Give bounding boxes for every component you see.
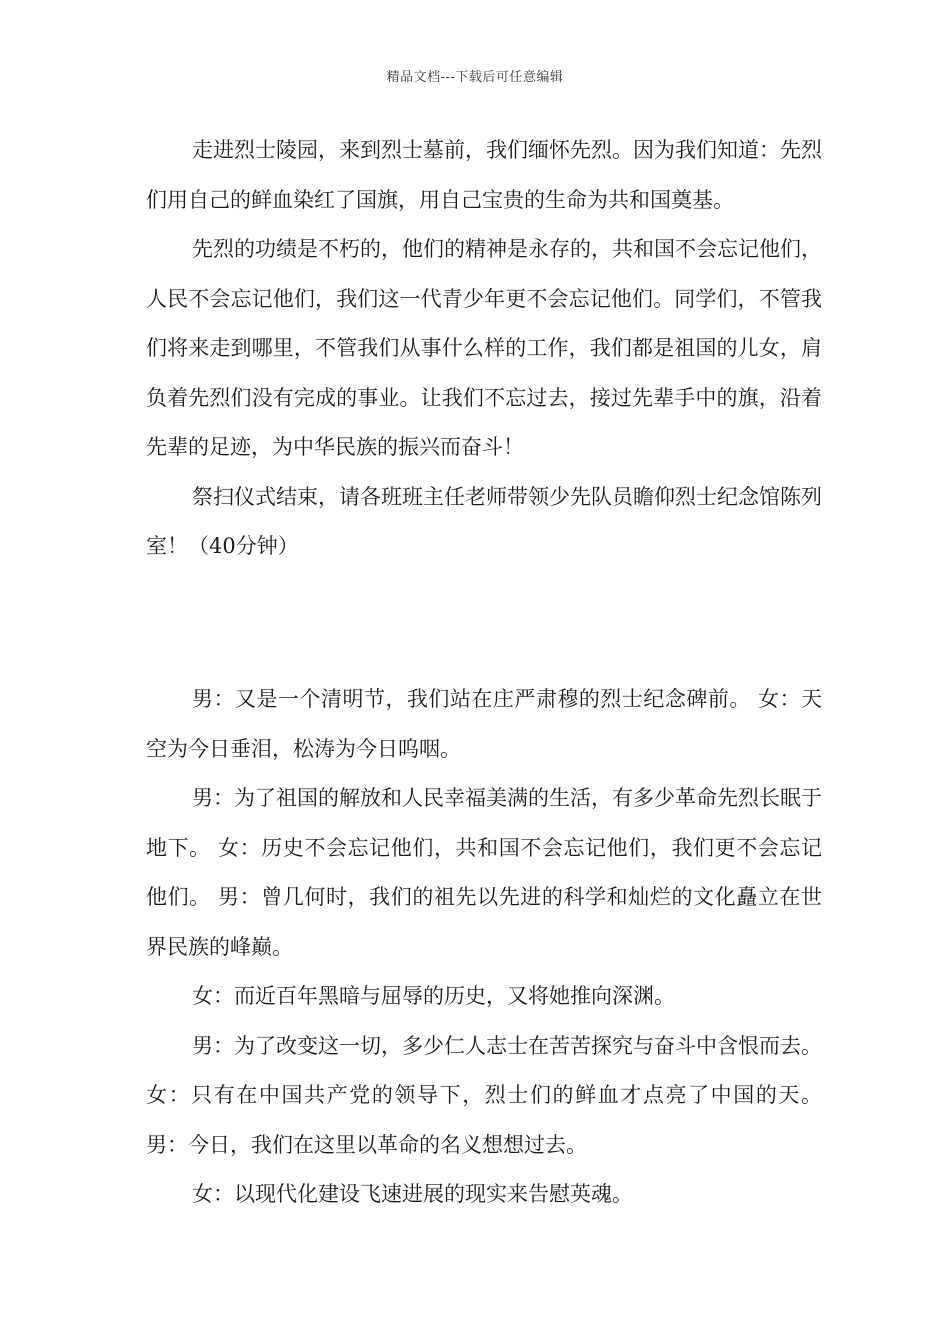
dialogue-paragraph: 女：而近百年黑暗与屈辱的历史，又将她推向深渊。	[192, 984, 675, 1008]
page-header: 精品文档---下载后可任意编辑	[386, 70, 564, 85]
dialogue-paragraph: 男：为了改变这一切，多少仁人志士在苦苦探究与奋斗中含恨而去。 女：只有在中国共产党的领导下，烈士们的鲜血才点亮了中国的天。 男：今日，我们在这里以革命的名义想想过去。	[146, 1033, 822, 1157]
dialogue-paragraph: 男：为了祖国的解放和人民幸福美满的生活，有多少革命先烈长眠于地下。 女：历史不会忘记他们，共和国不会忘记他们，我们更不会忘记他们。 男：曾几何时，我们的祖先以先进的科学和灿烂的文化矗立在世界民族的峰巅。	[146, 786, 822, 959]
paragraph: 走进烈士陵园，来到烈士墓前，我们缅怀先烈。因为我们知道：先烈们用自己的鲜血染红了国旗，用自己宝贵的生命为共和国奠基。	[146, 138, 822, 212]
paragraph: 祭扫仪式结束，请各班班主任老师带领少先队员瞻仰烈士纪念馆陈列室！（40分钟）	[146, 484, 822, 558]
dialogue-paragraph: 女：以现代化建设飞速进展的现实来告慰英魂。	[192, 1182, 633, 1206]
paragraph: 先烈的功绩是不朽的，他们的精神是永存的，共和国不会忘记他们，人民不会忘记他们，我们这一代青少年更不会忘记他们。同学们，不管我们将来走到哪里，不管我们从事什么样的工作，我们都是祖国的儿女，肩负着先烈们没有完成的事业。让我们不忘过去，接过先辈手中的旗，沿着先辈的足迹，为中华民族的振兴而奋斗！	[146, 237, 822, 459]
section-2-dialogue	[146, 675, 822, 1220]
section-1	[146, 126, 822, 572]
dialogue-paragraph: 男：又是一个清明节，我们站在庄严肃穆的烈士纪念碑前。 女：天空为今日垂泪，松涛为今日呜咽。	[146, 687, 822, 761]
